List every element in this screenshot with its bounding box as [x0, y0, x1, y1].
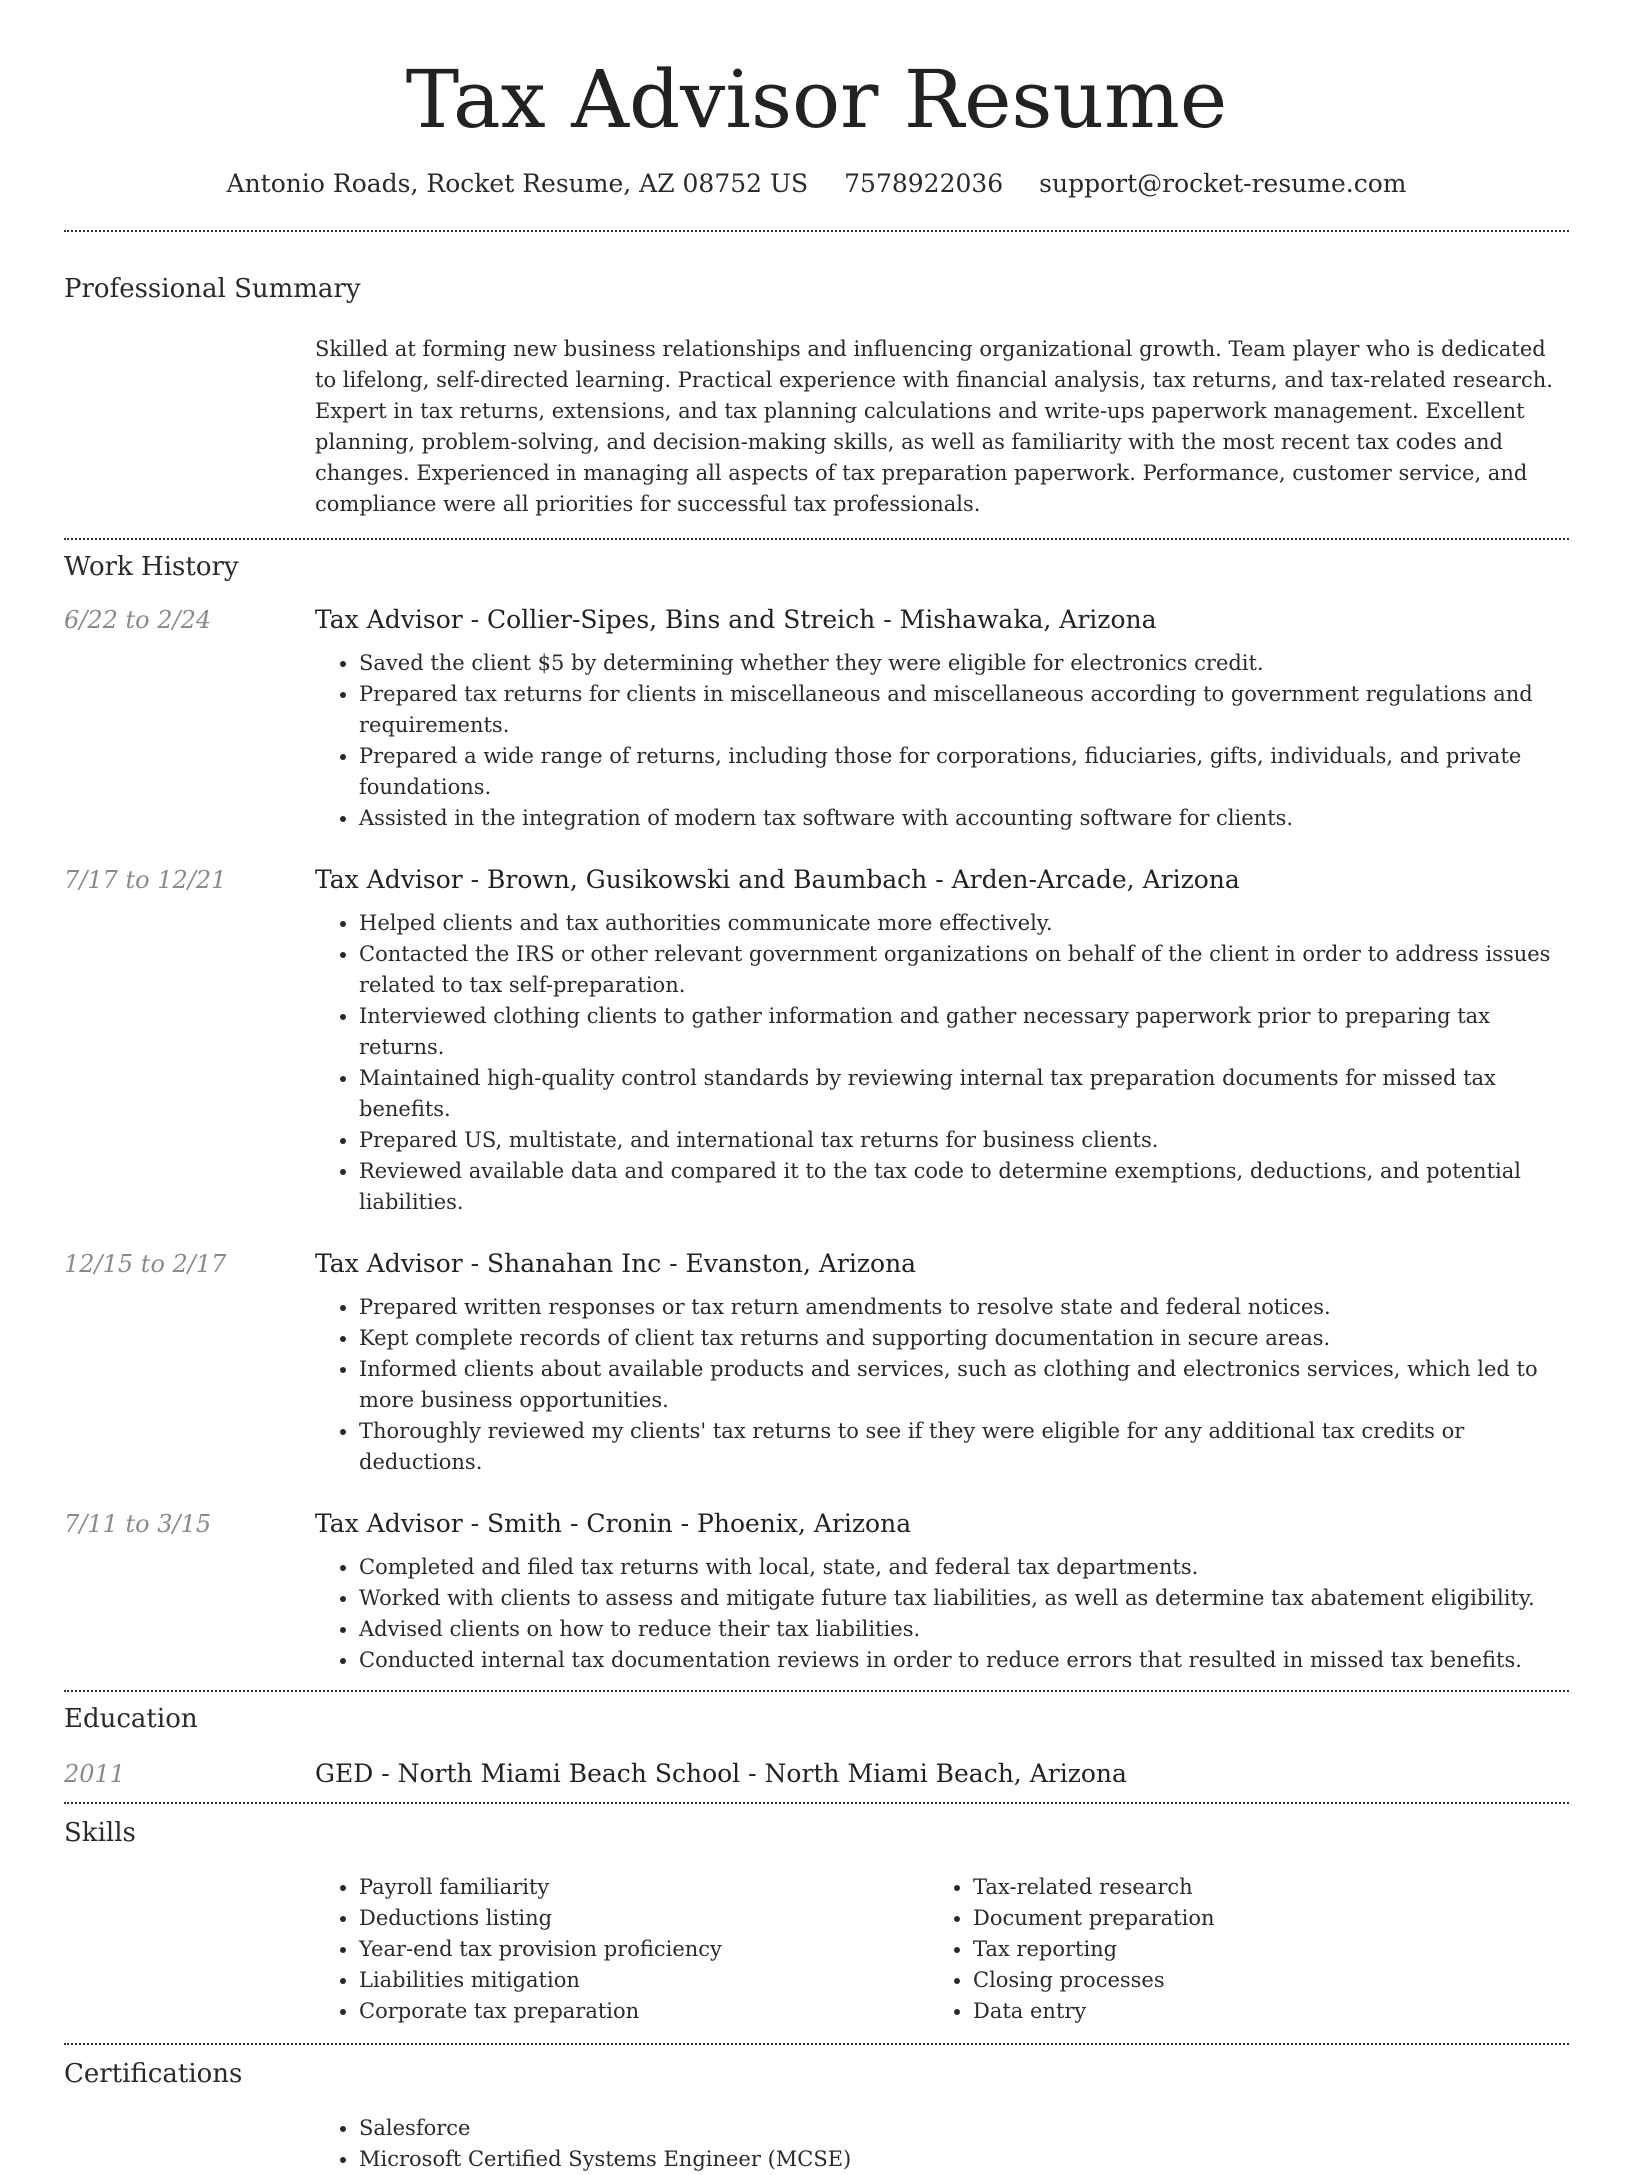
job-bullet: • Assisted in the integration of modern tax software with accounting software for clients.: [359, 803, 1569, 834]
skill-item: • Document preparation: [973, 1903, 1543, 1934]
job-bullet: • Kept complete records of client tax returns and supporting documentation in secure areas.: [359, 1323, 1569, 1354]
job-bullets: [315, 908, 1569, 1218]
skills-column-left: [315, 1872, 929, 2027]
job-body: [315, 1508, 1569, 1676]
certifications-items: [315, 2113, 1569, 2175]
job-dates: 7/17 to 12/21: [64, 866, 227, 894]
skill-item: • Tax-related research: [973, 1872, 1543, 1903]
job-body: [315, 864, 1569, 1218]
contact-line: [64, 168, 1569, 200]
skills-list: [315, 1872, 1569, 2043]
divider: [64, 1802, 1569, 1804]
job-dates: 7/11 to 3/15: [64, 1510, 212, 1538]
divider: [64, 2043, 1569, 2045]
job-bullet: • Advised clients on how to reduce their tax liabilities.: [359, 1614, 1569, 1645]
work-history-heading: Work History: [64, 552, 239, 582]
education-entry: [64, 1758, 1569, 1802]
job-body: [315, 604, 1569, 834]
job-title: Tax Advisor - Shanahan Inc - Evanston, Arizona: [315, 1249, 917, 1278]
skills-column-right: [929, 1872, 1543, 2027]
skill-item: • Liabilities mitigation: [359, 1965, 929, 1996]
certification-item: • Microsoft Certified Systems Engineer (MCSE): [359, 2144, 1569, 2175]
job-entry: [64, 604, 1569, 834]
certifications-heading: Certifications: [64, 2059, 243, 2089]
education-degree: GED - North Miami Beach School - North Miami Beach, Arizona: [315, 1759, 1127, 1788]
certifications-list: [315, 2113, 1569, 2175]
job-title: Tax Advisor - Smith - Cronin - Phoenix, Arizona: [315, 1509, 912, 1538]
job-bullets: [315, 648, 1569, 834]
job-bullet: • Thoroughly reviewed my clients' tax returns to see if they were eligible for any additional tax credits or deductions.: [359, 1416, 1569, 1478]
skills-heading: Skills: [64, 1818, 136, 1848]
job-bullet: • Prepared tax returns for clients in miscellaneous and miscellaneous according to government regulations and requirements.: [359, 679, 1569, 741]
job-bullet: • Helped clients and tax authorities communicate more effectively.: [359, 908, 1569, 939]
page-title: Tax Advisor Resume: [405, 53, 1228, 146]
job-bullet: • Worked with clients to assess and mitigate future tax liabilities, as well as determine tax abatement eligibility.: [359, 1583, 1569, 1614]
job-entry: [64, 864, 1569, 1218]
summary-text: Skilled at forming new business relationships and influencing organizational growth. Team player who is dedicated to lifelong, self-directed learning. Practical experience with financial analysis, tax returns, and tax-related research. Expert in tax returns, extensions, and tax planning calculations and write-ups paperwork management. Excellent planning, problem-solving, and decision-making skills, as well as familiarity with the most recent tax codes and changes. Experienced in managing all aspects of tax preparation paperwork. Performance, customer service, and compliance were all priorities for successful tax professionals.: [315, 337, 1553, 516]
skill-item: • Year-end tax provision proficiency: [359, 1934, 929, 1965]
divider: [64, 538, 1569, 540]
job-dates: 12/15 to 2/17: [64, 1250, 227, 1278]
job-title: Tax Advisor - Collier-Sipes, Bins and Streich - Mishawaka, Arizona: [315, 605, 1157, 634]
job-body: [315, 1248, 1569, 1478]
job-entry: [64, 1248, 1569, 1478]
job-dates: 6/22 to 2/24: [64, 606, 212, 634]
job-bullets: [315, 1292, 1569, 1478]
resume-page: [64, 0, 1569, 2175]
job-bullet: • Completed and filed tax returns with local, state, and federal tax departments.: [359, 1552, 1569, 1583]
contact-phone: 7578922036: [844, 169, 1004, 198]
summary-heading: Professional Summary: [64, 274, 361, 304]
divider: [64, 230, 1569, 232]
divider: [64, 1690, 1569, 1692]
skill-item: • Closing processes: [973, 1965, 1543, 1996]
skill-item: • Tax reporting: [973, 1934, 1543, 1965]
job-bullet: • Prepared a wide range of returns, including those for corporations, fiduciaries, gifts, individuals, and private foundations.: [359, 741, 1569, 803]
job-bullet: • Informed clients about available products and services, such as clothing and electronics services, which led to more business opportunities.: [359, 1354, 1569, 1416]
job-entry: [64, 1508, 1569, 1676]
education-year: 2011: [64, 1760, 126, 1788]
job-bullet: • Contacted the IRS or other relevant government organizations on behalf of the client in order to address issues related to tax self-preparation.: [359, 939, 1569, 1001]
job-bullet: • Saved the client $5 by determining whether they were eligible for electronics credit.: [359, 648, 1569, 679]
contact-address: Antonio Roads, Rocket Resume, AZ 08752 US: [226, 169, 809, 198]
skill-item: • Deductions listing: [359, 1903, 929, 1934]
certification-item: • Salesforce: [359, 2113, 1569, 2144]
work-history-list: [64, 604, 1569, 1690]
skill-item: • Data entry: [973, 1996, 1543, 2027]
skill-item: • Corporate tax preparation: [359, 1996, 929, 2027]
contact-email: support@rocket-resume.com: [1039, 169, 1407, 198]
education-heading: Education: [64, 1704, 198, 1734]
skill-item: • Payroll familiarity: [359, 1872, 929, 1903]
job-bullets: [315, 1552, 1569, 1676]
job-bullet: • Conducted internal tax documentation reviews in order to reduce errors that resulted in missed tax benefits.: [359, 1645, 1569, 1676]
job-bullet: • Interviewed clothing clients to gather information and gather necessary paperwork prior to preparing tax returns.: [359, 1001, 1569, 1063]
job-bullet: • Reviewed available data and compared it to the tax code to determine exemptions, deductions, and potential liabilities.: [359, 1156, 1569, 1218]
job-bullet: • Prepared written responses or tax return amendments to resolve state and federal notices.: [359, 1292, 1569, 1323]
job-bullet: • Prepared US, multistate, and international tax returns for business clients.: [359, 1125, 1569, 1156]
job-title: Tax Advisor - Brown, Gusikowski and Baumbach - Arden-Arcade, Arizona: [315, 865, 1240, 894]
job-bullet: • Maintained high-quality control standards by reviewing internal tax preparation documents for missed tax benefits.: [359, 1063, 1569, 1125]
